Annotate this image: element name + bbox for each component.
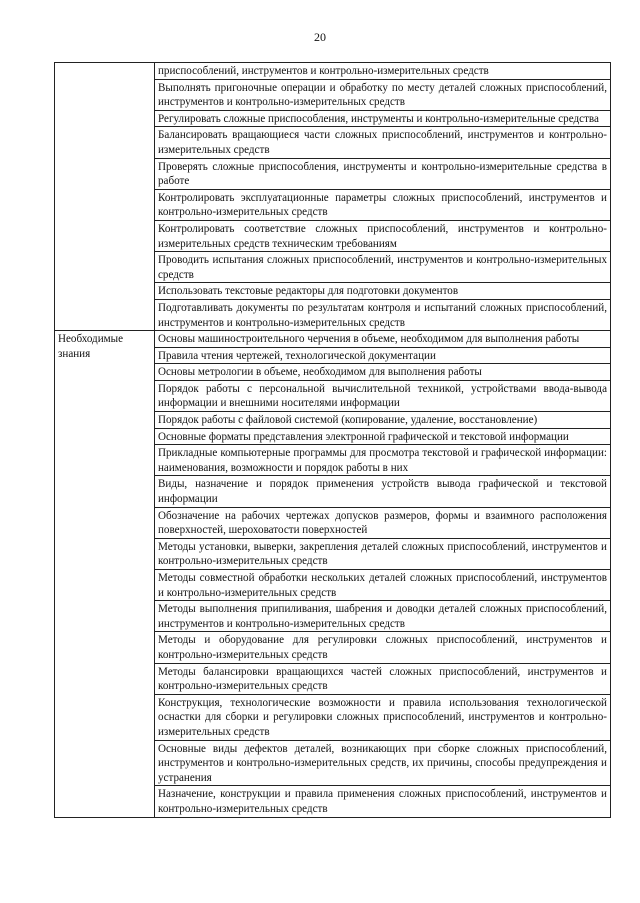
- table-item: Подготавливать документы по результатам контроля и испытаний сложных приспособлений, инструментов и контрольно-измерительных средств: [155, 299, 611, 330]
- table-item: Методы и оборудование для регулировки сложных приспособлений, инструментов и контрольно-измерительных средств: [155, 632, 611, 663]
- table-row: [55, 63, 611, 80]
- section-label-continued: [55, 63, 155, 331]
- requirements-table-body: [55, 63, 611, 818]
- table-item: Виды, назначение и порядок применения устройств вывода графической и текстовой информации: [155, 476, 611, 507]
- table-item: Регулировать сложные приспособления, инструменты и контрольно-измерительные средства: [155, 110, 611, 127]
- table-item: Основы метрологии в объеме, необходимом для выполнения работы: [155, 364, 611, 381]
- table-item: Прикладные компьютерные программы для просмотра текстовой и графической информации: наименования, возможности и порядок работы в них: [155, 445, 611, 476]
- table-item: Правила чтения чертежей, технологической документации: [155, 347, 611, 364]
- table-item: Основные форматы представления электронной графической и текстовой информации: [155, 428, 611, 445]
- table-item: Методы установки, выверки, закрепления деталей сложных приспособлений, инструментов и контрольно-измерительных средств: [155, 538, 611, 569]
- table-item: Методы выполнения припиливания, шабрения и доводки деталей сложных приспособлений, инструментов и контрольно-измерительных средств: [155, 601, 611, 632]
- table-item: Балансировать вращающиеся части сложных приспособлений, инструментов и контрольно-измерительных средств: [155, 127, 611, 158]
- table-item: приспособлений, инструментов и контрольно-измерительных средств: [155, 63, 611, 80]
- table-item: Порядок работы с персональной вычислительной техникой, устройствами ввода-вывода информации и внешними носителями информации: [155, 380, 611, 411]
- table-item: Проверять сложные приспособления, инструменты и контрольно-измерительные средства в работе: [155, 158, 611, 189]
- table-item: Контролировать соответствие сложных приспособлений, инструментов и контрольно-измерительных средств техническим требованиям: [155, 220, 611, 251]
- table-item: Использовать текстовые редакторы для подготовки документов: [155, 283, 611, 300]
- page-number: 20: [314, 30, 326, 44]
- table-row: [55, 331, 611, 348]
- table-item: Обозначение на рабочих чертежах допусков размеров, формы и взаимного расположения поверхностей, шероховатости поверхностей: [155, 507, 611, 538]
- table-item: Проводить испытания сложных приспособлений, инструментов и контрольно-измерительных средств: [155, 252, 611, 283]
- table-item: Основы машиностроительного черчения в объеме, необходимом для выполнения работы: [155, 331, 611, 348]
- table-item: Конструкция, технологические возможности и правила использования технологической оснастки для сборки и регулировки сложных приспособлений, инструментов и контрольно-измерительных средств: [155, 694, 611, 740]
- requirements-table: [54, 62, 611, 818]
- table-item: Выполнять пригоночные операции и обработку по месту деталей сложных приспособлений, инструментов и контрольно-измерительных средств: [155, 79, 611, 110]
- table-item: Порядок работы с файловой системой (копирование, удаление, восстановление): [155, 412, 611, 429]
- table-item: Методы совместной обработки нескольких деталей сложных приспособлений, инструментов и контрольно-измерительных средств: [155, 570, 611, 601]
- table-item: Методы балансировки вращающихся частей сложных приспособлений, инструментов и контрольно-измерительных средств: [155, 663, 611, 694]
- section-label-knowledge: Необходимые знания: [55, 331, 155, 817]
- table-item: Контролировать эксплуатационные параметры сложных приспособлений, инструментов и контрольно-измерительных средств: [155, 189, 611, 220]
- table-item: Основные виды дефектов деталей, возникающих при сборке сложных приспособлений, инструментов и контрольно-измерительных средств, их причины, способы предупреждения и устранения: [155, 740, 611, 786]
- table-item: Назначение, конструкции и правила применения сложных приспособлений, инструментов и контрольно-измерительных средств: [155, 786, 611, 817]
